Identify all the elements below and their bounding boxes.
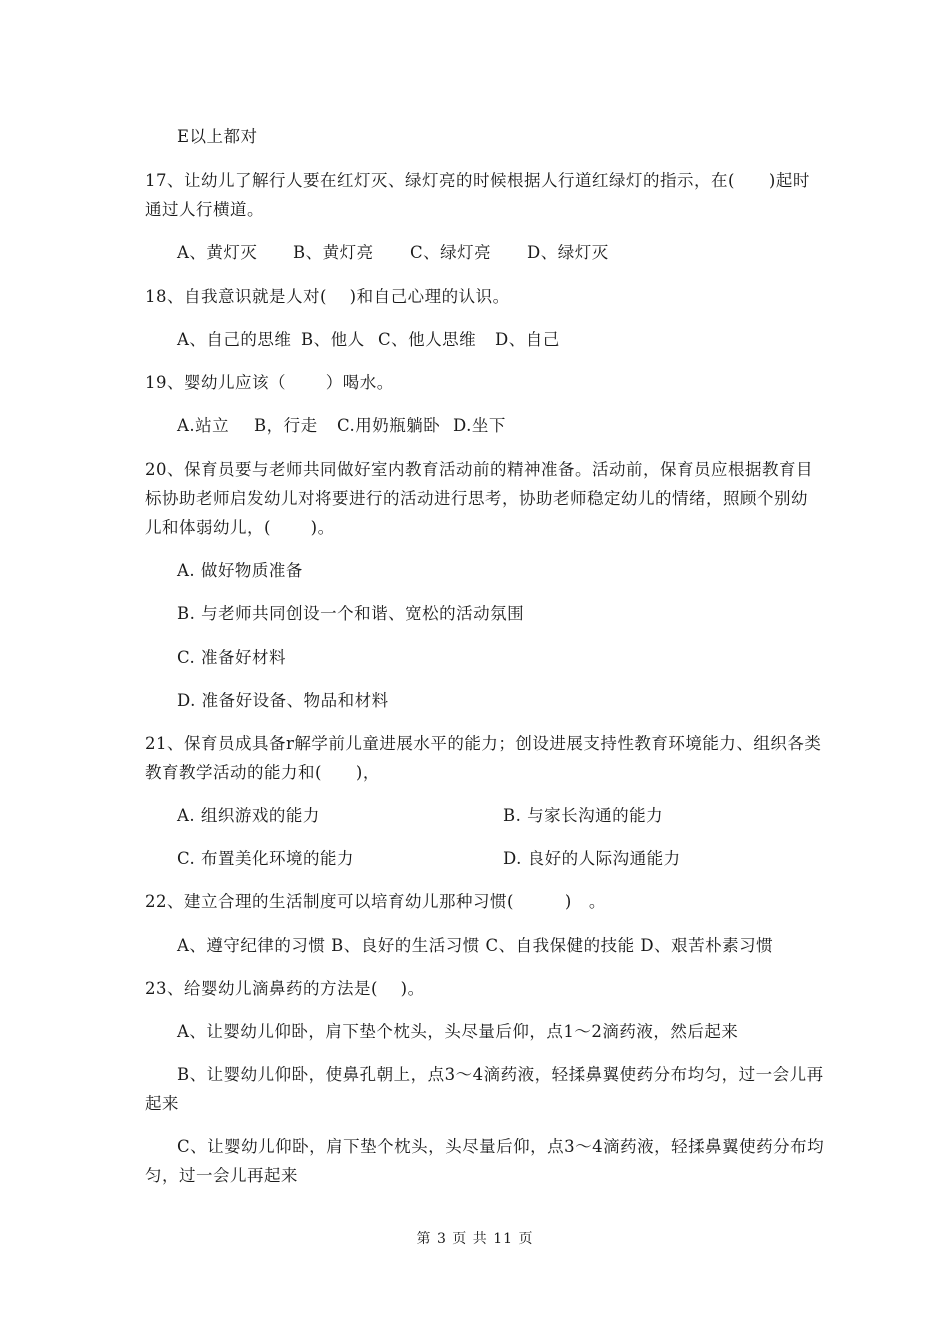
question-17-options (177, 242, 609, 264)
question-23-option-c: C、让婴幼儿仰卧，肩下垫个枕头，头尽量后仰，点3～4滴药液，轻揉鼻翼使药分布均 (177, 1137, 825, 1156)
question-20-option-b: B. 与老师共同创设一个和谐、宽松的活动氛围 (177, 604, 525, 623)
option: C、他人思维 (378, 330, 477, 349)
question-21-option-c: C. 布置美化环境的能力 (177, 849, 355, 868)
option: B、黄灯亮 (293, 243, 374, 262)
option-e-prev: E以上都对 (177, 127, 258, 146)
question-22-text: 22、建立合理的生活制度可以培育幼儿那种习惯( ) 。 (145, 892, 606, 911)
question-21-text: 21、保育员成具备r解学前儿童进展水平的能力；创设进展支持性教育环境能力、组织各类 (145, 734, 822, 753)
question-21-option-a: A. 组织游戏的能力 (177, 806, 320, 825)
option: C.用奶瓶躺卧 (337, 416, 441, 435)
question-20-text-cont: 标协助老师启发幼儿对将要进行的活动进行思考，协助老师稳定幼儿的情绪，照顾个别幼 (145, 489, 808, 508)
question-19-options (177, 415, 506, 437)
option: D.坐下 (453, 416, 506, 435)
question-17-text: 17、让幼儿了解行人要在红灯灭、绿灯亮的时候根据人行道红绿灯的指示，在( )起时 (145, 171, 810, 190)
page-footer: 第 3 页 共 11 页 (416, 1231, 534, 1247)
option: B，行走 (254, 416, 318, 435)
question-22-options: A、遵守纪律的习惯 B、良好的生活习惯 C、自我保健的技能 D、艰苦朴素习惯 (177, 936, 774, 955)
option: B、他人 (301, 330, 365, 349)
question-20-text-cont: 儿和体弱幼儿，( )。 (145, 518, 335, 537)
question-20-option-c: C. 准备好材料 (177, 648, 287, 667)
question-21-option-b: B. 与家长沟通的能力 (503, 806, 664, 825)
option: A.站立 (177, 416, 230, 435)
option: C、绿灯亮 (410, 243, 492, 262)
question-23-option-b: B、让婴幼儿仰卧，使鼻孔朝上，点3～4滴药液，轻揉鼻翼使药分布均匀，过一会儿再 (177, 1065, 824, 1084)
question-20-option-a: A. 做好物质准备 (177, 561, 303, 580)
question-19-text: 19、婴幼儿应该（ ）喝水。 (145, 373, 394, 392)
question-23-option-c-cont: 匀，过一会儿再起来 (145, 1166, 298, 1185)
question-23-option-b-cont: 起来 (145, 1094, 179, 1113)
option: D、绿灯灭 (527, 243, 609, 262)
option: D、自己 (495, 330, 560, 349)
option: A、自己的思维 (177, 330, 292, 349)
question-20-text: 20、保育员要与老师共同做好室内教育活动前的精神准备。活动前，保育员应根据教育目 (145, 460, 813, 479)
question-21-option-d: D. 良好的人际沟通能力 (503, 849, 681, 868)
question-18-options (177, 329, 560, 351)
option: A、黄灯灭 (177, 243, 258, 262)
question-18-text: 18、自我意识就是人对( )和自己心理的认识。 (145, 287, 510, 306)
question-20-option-d: D. 准备好设备、物品和材料 (177, 691, 389, 710)
question-21-text-cont: 教育教学活动的能力和( )， (145, 763, 380, 782)
question-23-text: 23、给婴幼儿滴鼻药的方法是( )。 (145, 979, 425, 998)
question-17-text-cont: 通过人行横道。 (145, 200, 264, 219)
question-23-option-a: A、让婴幼儿仰卧，肩下垫个枕头，头尽量后仰，点1～2滴药液，然后起来 (177, 1022, 739, 1041)
